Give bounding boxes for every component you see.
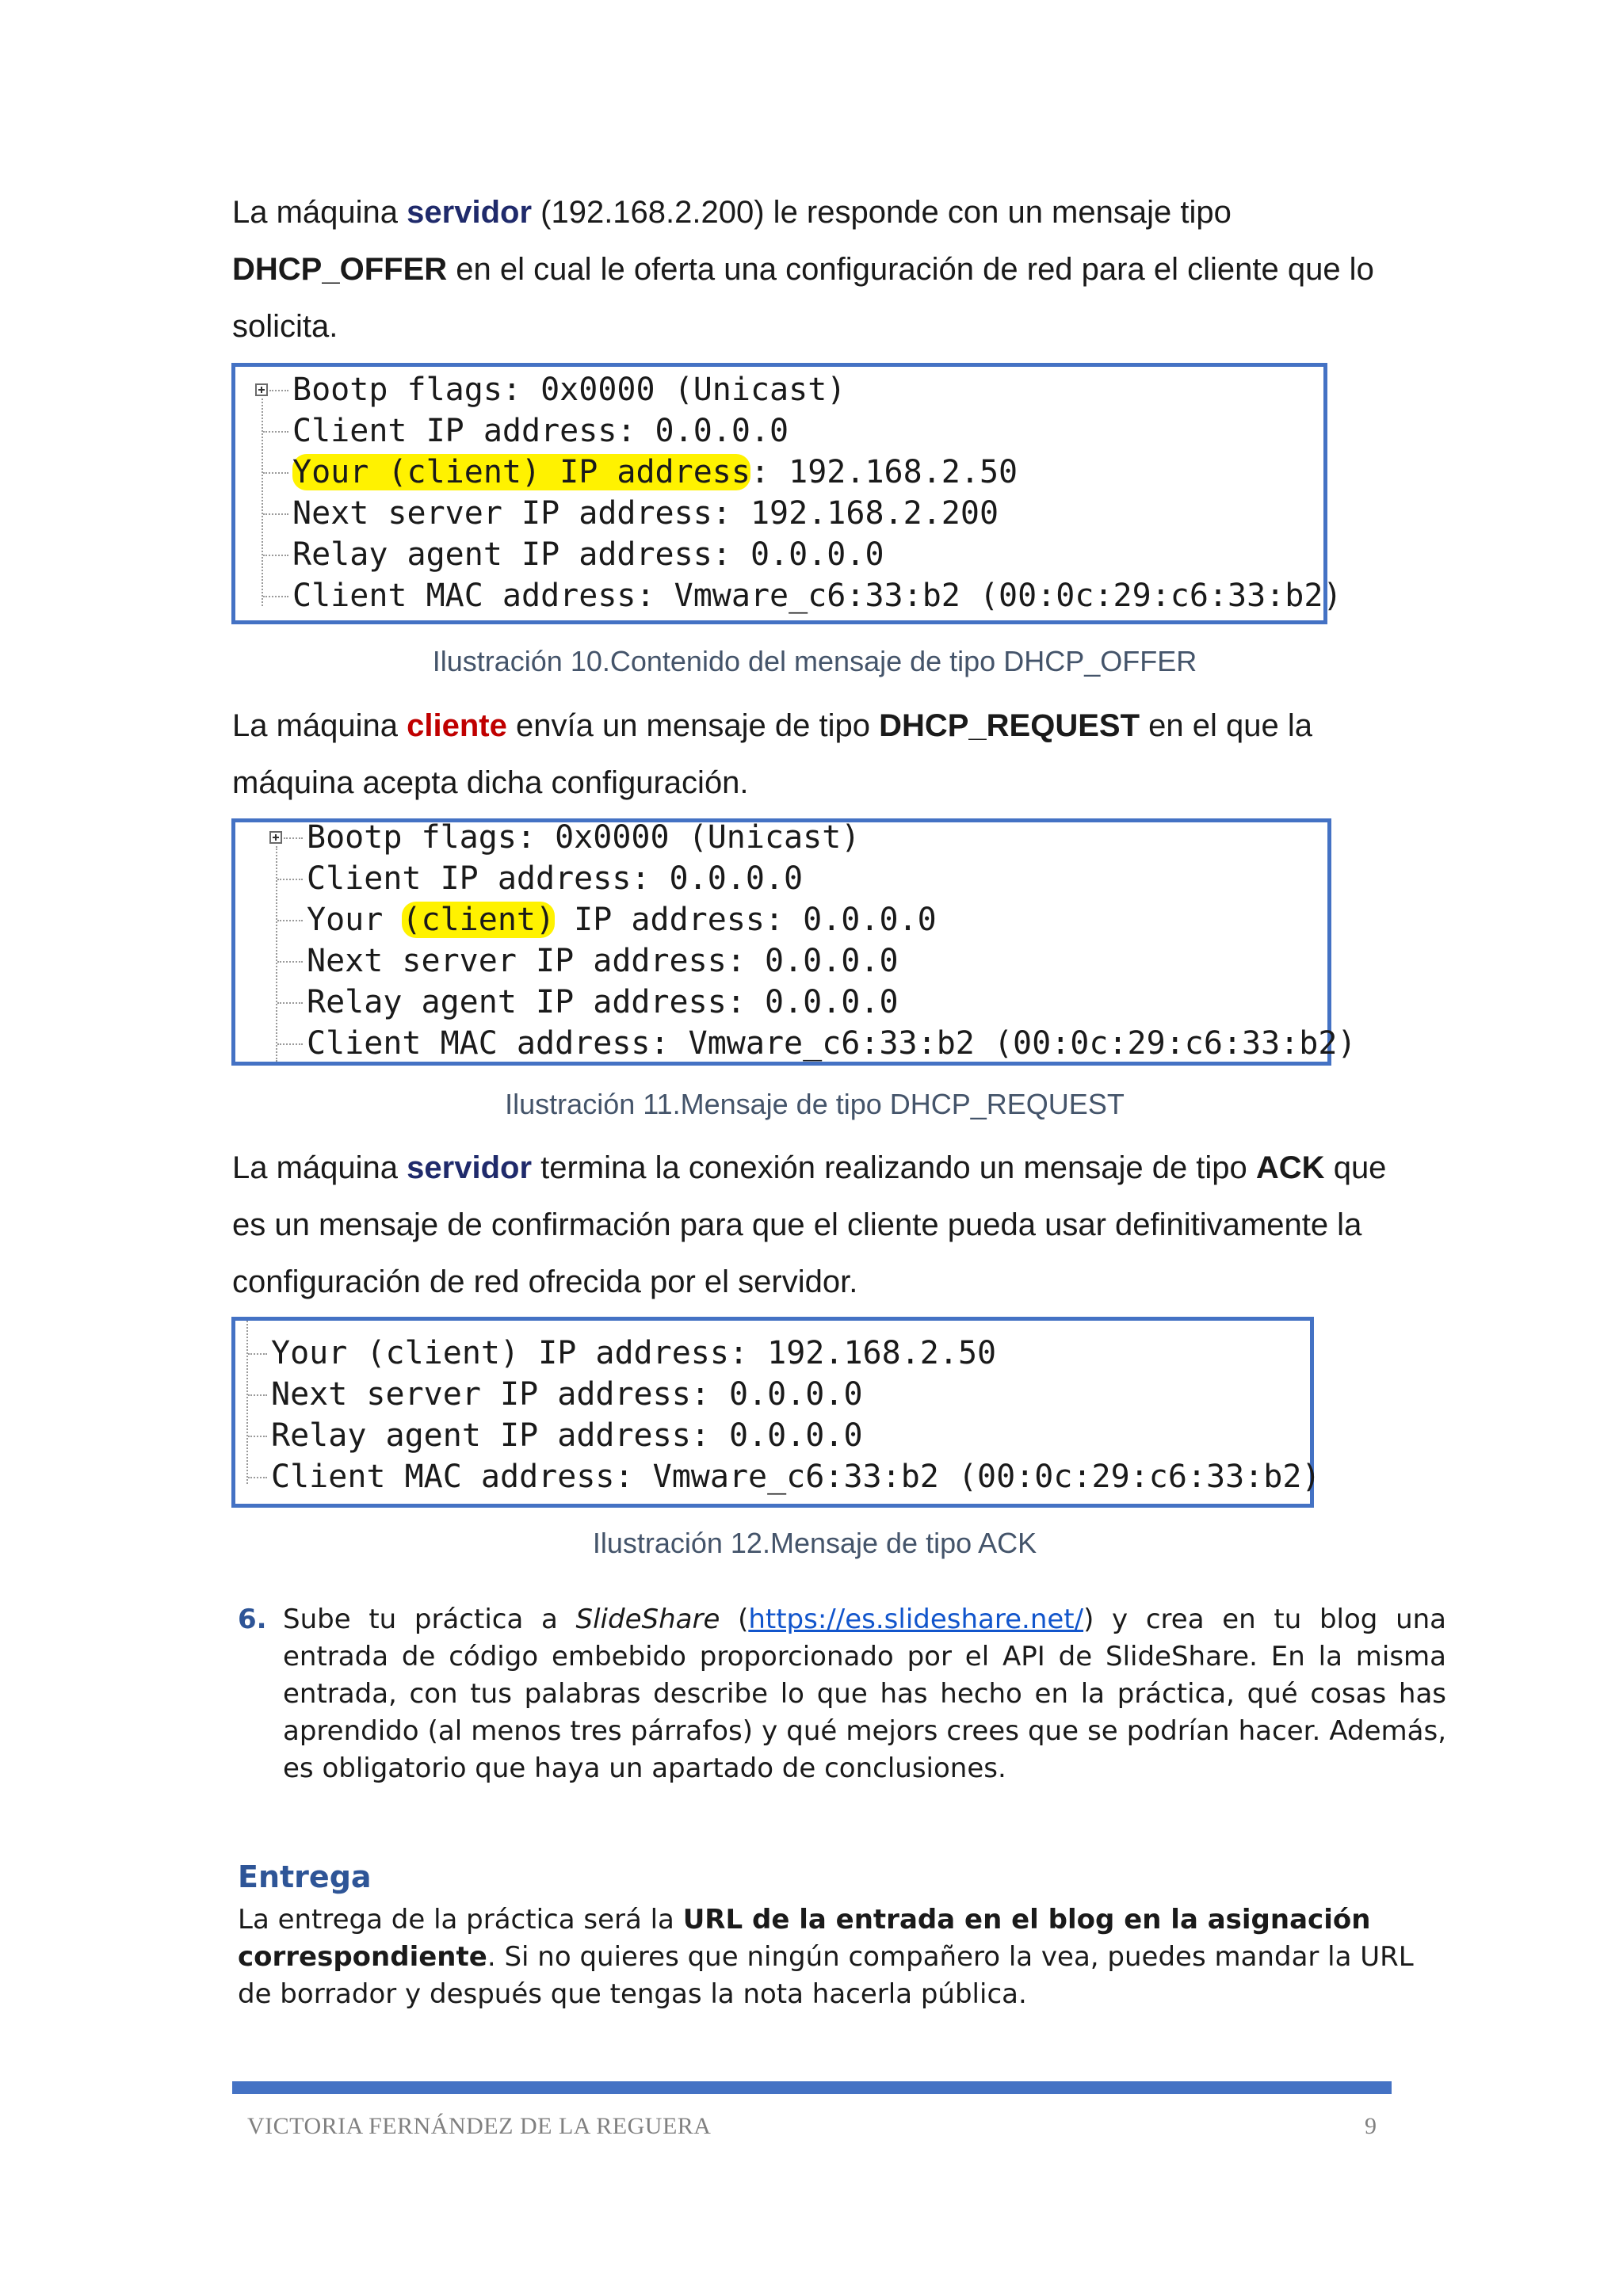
client-mac-line: Client MAC address: Vmware_c6:33:b2 (00:0c:29:c6:33:b2) (307, 1025, 1357, 1062)
client-ip-line: Client IP address: 0.0.0.0 (292, 413, 789, 449)
relay-agent-line: Relay agent IP address: 0.0.0.0 (292, 536, 884, 573)
expand-icon[interactable] (269, 831, 282, 844)
client-mac-line: Client MAC address: Vmware_c6:33:b2 (00:0c:29:c6:33:b2) (292, 578, 1342, 614)
caption-figure-10: Ilustración 10.Contenido del mensaje de tipo DHCP_OFFER (432, 645, 1197, 677)
dhcp-request-label: DHCP_REQUEST (879, 708, 1140, 743)
slideshare-name: SlideShare (575, 1604, 720, 1635)
expand-icon[interactable] (255, 383, 268, 396)
your-ip-line: Your (client) IP address: 192.168.2.50 (271, 1335, 997, 1371)
next-server-line: Next server IP address: 192.168.2.200 (292, 495, 999, 532)
paragraph-request-intro: La máquina cliente envía un mensaje de tipo DHCP_REQUEST en el que la máquina acepta dicha configuración. (232, 708, 1312, 800)
server-label: servidor (407, 1150, 533, 1185)
slideshare-link[interactable]: https://es.slideshare.net/ (748, 1604, 1084, 1635)
tree-connector (246, 1321, 248, 1484)
server-label: servidor (407, 195, 533, 230)
entrega-heading: Entrega (238, 1859, 372, 1894)
next-server-line: Next server IP address: 0.0.0.0 (307, 943, 899, 979)
relay-agent-line: Relay agent IP address: 0.0.0.0 (271, 1417, 863, 1454)
caption-figure-12: Ilustración 12.Mensaje de tipo ACK (592, 1527, 1037, 1559)
relay-agent-line: Relay agent IP address: 0.0.0.0 (307, 984, 899, 1020)
tree-connector (262, 399, 263, 606)
bootp-flags-line: Bootp flags: 0x0000 (Unicast) (292, 372, 846, 408)
bootp-flags-line: Bootp flags: 0x0000 (Unicast) (307, 819, 861, 856)
dhcp-ack-capture (231, 1317, 1321, 1508)
footer-author: VICTORIA FERNÁNDEZ DE LA REGUERA (247, 2113, 712, 2139)
page-number: 9 (1365, 2113, 1377, 2139)
task-6-text: Sube tu práctica a SlideShare (https://es.slideshare.net/) y crea en tu blog una entrada de código embebido proporcionado por el API de SlideShare. En la misma entrada, con tus palabras describe lo que has hecho en la práctica, qué cosas has aprendido (al menos tres párrafos) y qué mejors crees que se podrían hacer. Además, es obligatorio que haya un apartado de conclusiones. (283, 1604, 1446, 1784)
dhcp-offer-capture (231, 363, 1342, 624)
entrega-text: La entrega de la práctica será la URL de la entrada en el blog en la asignación correspondiente. Si no quieres que ningún compañero la vea, puedes mandar la URL de borrador y después que tengas la nota hacerla pública. (238, 1904, 1414, 2010)
your-ip-line: Your (client) IP address: 192.168.2.50 (292, 454, 1018, 490)
highlight-client: (client) (402, 902, 556, 938)
your-ip-line: Your (client) IP address: 0.0.0.0 (307, 902, 937, 938)
dhcp-offer-label: DHCP_OFFER (232, 252, 448, 287)
footer-rule (232, 2081, 1392, 2094)
client-label: cliente (407, 708, 507, 743)
paragraph-ack-intro: La máquina servidor termina la conexión realizando un mensaje de tipo ACK que es un mensaje de confirmación para que el cliente pueda usar definitivamente la configuración de red ofrecida por el servidor. (232, 1150, 1387, 1299)
client-ip-line: Client IP address: 0.0.0.0 (307, 860, 804, 897)
task-number: 6. (238, 1604, 267, 1635)
caption-figure-11: Ilustración 11.Mensaje de tipo DHCP_REQUEST (505, 1088, 1125, 1120)
ack-label: ACK (1255, 1150, 1325, 1185)
dhcp-request-capture (231, 818, 1357, 1066)
client-mac-line: Client MAC address: Vmware_c6:33:b2 (00:0c:29:c6:33:b2) (271, 1459, 1321, 1495)
highlight-your-client-ip: Your (client) IP address (292, 454, 750, 490)
next-server-line: Next server IP address: 0.0.0.0 (271, 1376, 863, 1413)
entrega-bold: URL de la entrada en el blog en la asignación correspondiente (238, 1904, 1371, 1973)
paragraph-offer-intro: La máquina servidor (192.168.2.200) le responde con un mensaje tipo DHCP_OFFER en el cual le oferta una configuración de red para el cliente que lo solicita. (232, 195, 1374, 344)
